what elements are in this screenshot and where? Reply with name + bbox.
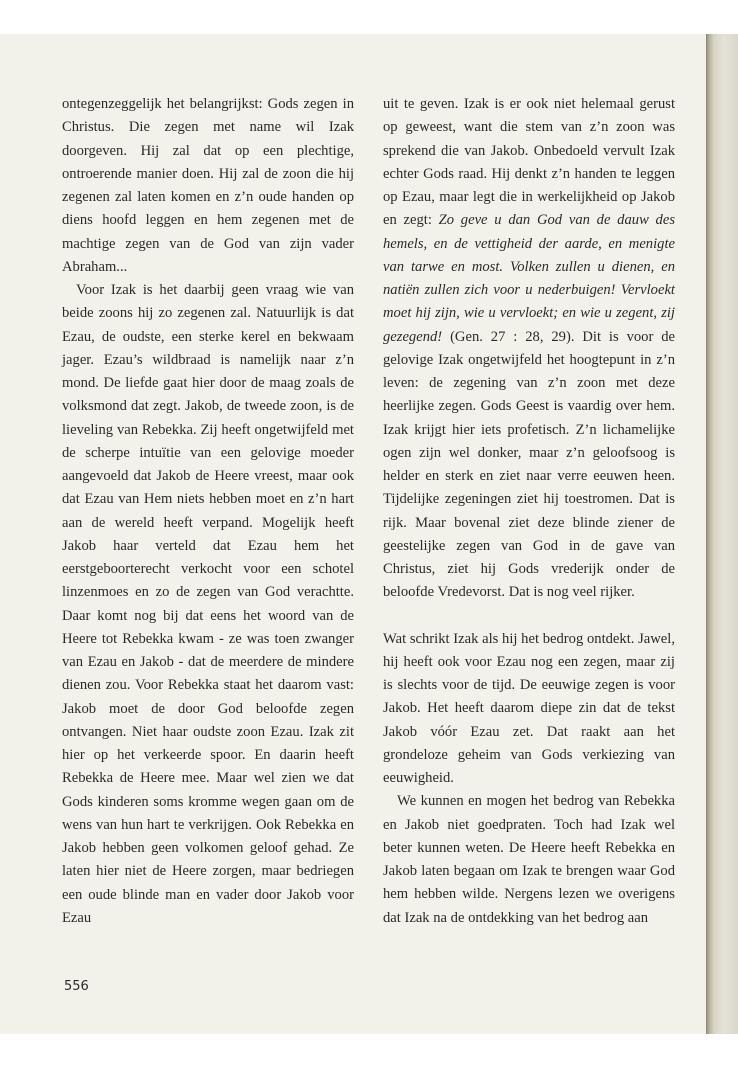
paragraph: ontegenzeggelijk het belangrijkst: Gods zegen in Christus. Die zegen met name wil Izak doorgeven. Hij zal dat op een plechtige, ontroerende manier doen. Hij zal de zoon die hij zegenen zal laten komen en z’n oude handen op diens hoofd leggen en hem zegenen met de machtige zegen van de God van zijn vader Abraham... xyxy=(62,96,354,275)
paragraph: Wat schrikt Izak als hij het bedrog ontdekt. Jawel, hij heeft ook voor Ezau nog een zegen, maar zij is slechts voor de tijd. De eeuwige zegen is voor Jakob. Het heeft daarom diepe zin dat de tekst Jakob vóór Ezau zet. Dat raakt aan het grondeloze geheim van Gods verkiezing van eeuwigheid. xyxy=(383,630,675,786)
paragraph-text: (Gen. 27 : 28, 29). Dit is voor de gelovige Izak ongetwijfeld het hoogtepunt in z’n leven: de zegening van z’n zoon met deze heerlijke zegen. Gods Geest is vaardig over hem. Izak krijgt hier iets profetisch. Z’n lichamelijke ogen zijn wel donker, maar z’n geloofsoog is helder en sterk en ziet naar verre eeuwen heen. Tijdelijke zegeningen ziet hij toestromen. Dat is rijk. Maar bovenal ziet deze blinde ziener de geestelijke zegen van God in de gave van Christus, ziet hij Gods vrederijk onder de beloofde Vredevorst. Dat is nog veel rijker. xyxy=(383,328,675,601)
left-column xyxy=(62,93,354,930)
book-spine-shadow xyxy=(706,34,738,1034)
scripture-quote: Zo geve u dan God van de dauw des hemels, en de vettigheid der aarde, en menigte van tarwe en most. Volken zullen u dienen, en natiën zullen zich voor u nederbuigen! Vervloekt moet hij zijn, wie u vervloekt; en wie u zegent, zij gezegend! xyxy=(383,212,676,345)
right-column xyxy=(383,93,675,930)
paragraph: We kunnen en mogen het bedrog van Rebekka en Jakob niet goedpraten. Toch had Izak wel beter kunnen weten. De Heere heeft Rebekka en Jakob laten begaan om Izak te brengen waar God hem hebben wilde. Nergens lezen we overigens dat Izak na de ontdekking van het bedrog aan xyxy=(383,793,675,926)
page-number: 556 xyxy=(64,979,89,994)
paragraph-text: uit te geven. Izak is er ook niet helemaal gerust op geweest, want die stem van z’n zoon was sprekend die van Jakob. Onbedoeld vervult Izak echter Gods raad. Hij denkt z’n handen te leggen op Ezau, maar legt die in werkelijkheid op Jakob en zegt: xyxy=(383,96,675,229)
paragraph: Voor Izak is het daarbij geen vraag wie van beide zoons hij zo zegenen zal. Natuurlijk is dat Ezau, de oudste, een sterke kerel en bekwaam jager. Ezau’s wildbraad is namelijk naar z’n mond. De liefde gaat hier door de maag zoals de volksmond dat zegt. Jakob, de tweede zoon, is de lieveling van Rebekka. Zij heeft ongetwijfeld met de scherpe intuïtie van een gelovige moeder aangevoeld dat Jakob de Heere vreest, maar ook dat Ezau van Hem niets hebben moet en z’n hart aan de wereld heeft verpand. Mogelijk heeft Jakob haar verteld dat Ezau hem het eerstgeboorterecht verkocht voor een schotel linzenmoes en zo de zegen van God verachtte. Daar komt nog bij dat eens het woord van de Heere tot Rebekka kwam - ze was toen zwanger van Ezau en Jakob - dat de meerdere de mindere dienen zou. Voor Rebekka staat het daarom vast: Jakob moet de door God beloofde zegen ontvangen. Niet haar oudste zoon Ezau. Izak zit hier op het verkeerde spoor. En daarin heeft Rebekka de Heere mee. Maar wel zien we dat Gods kinderen soms kromme wegen gaan om de wens van hun hart te verkrijgen. Ook Rebekka en Jakob hebben geen volkomen geloof gehad. Ze laten hier niet de Heere zorgen, maar bedriegen een oude blinde man en vader door Jakob voor Ezau xyxy=(62,282,354,926)
paragraph xyxy=(383,93,675,605)
